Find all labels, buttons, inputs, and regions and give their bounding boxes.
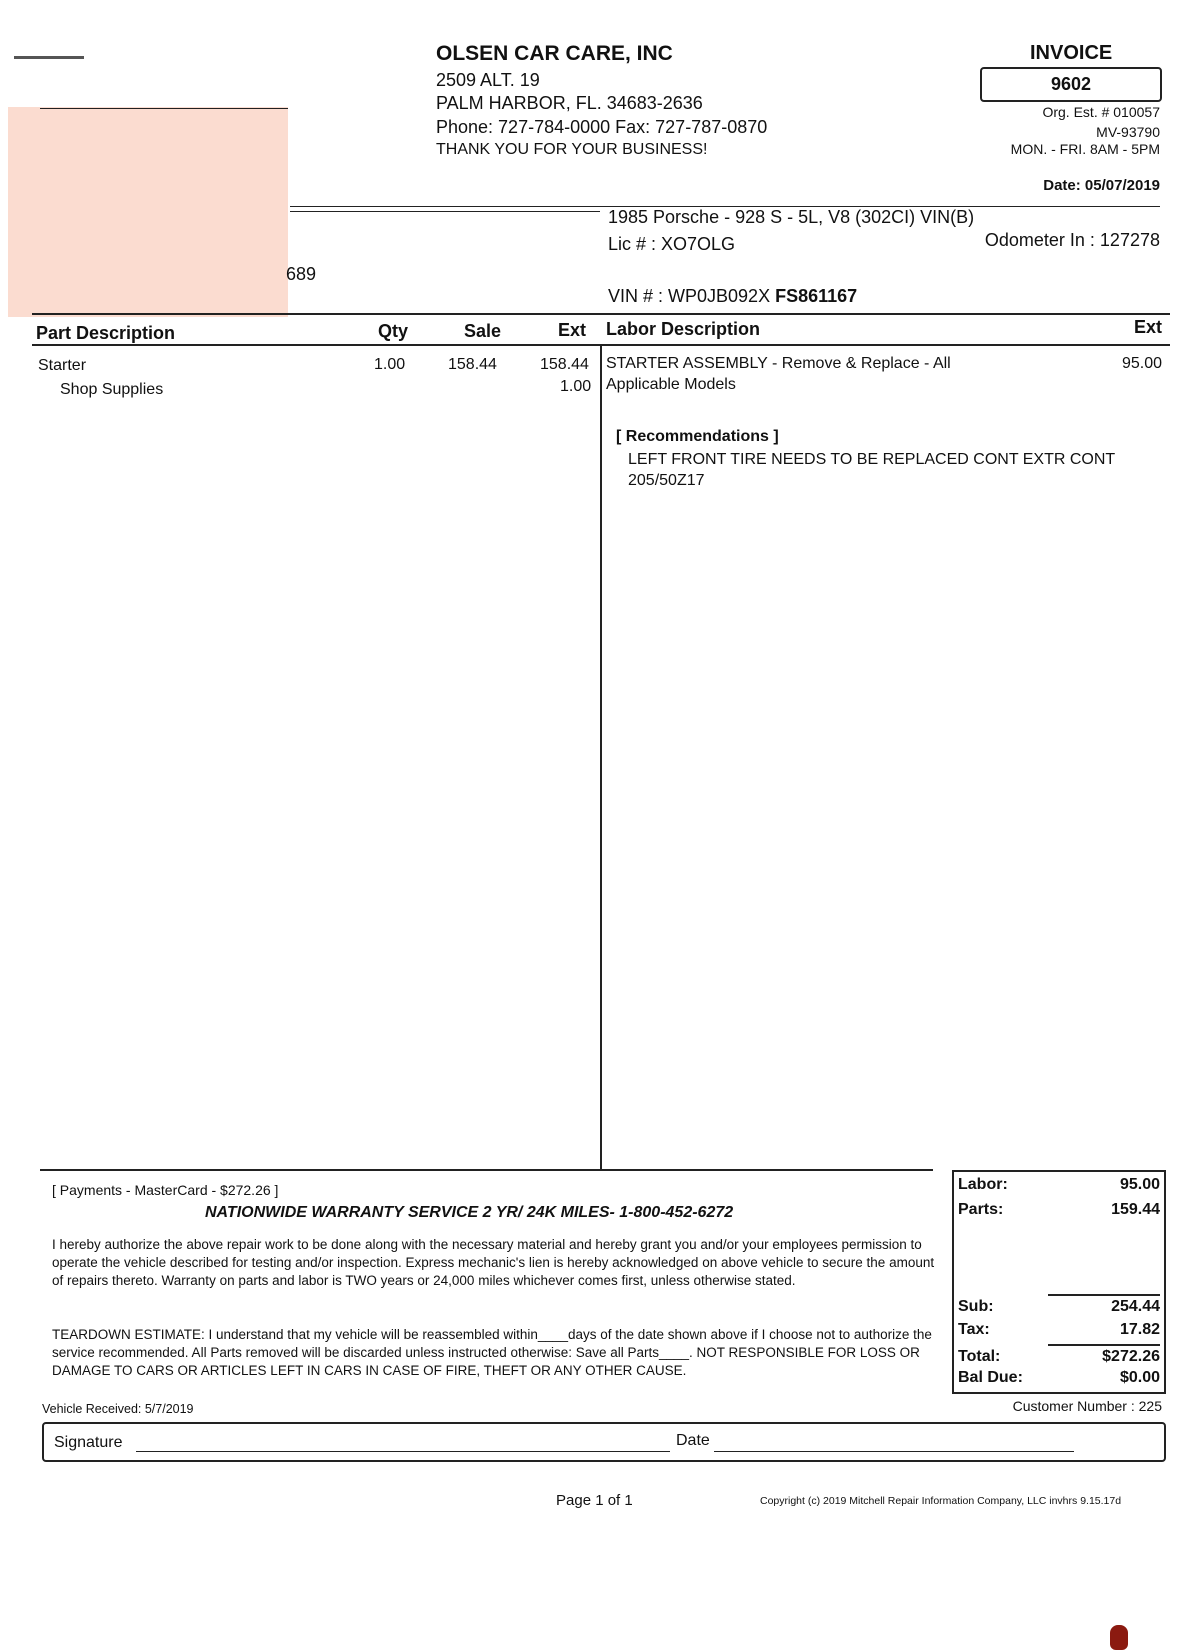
- vehicle-received: Vehicle Received: 5/7/2019: [42, 1402, 194, 1416]
- date-label: Date: [676, 1432, 710, 1449]
- invoice-title: INVOICE: [1030, 42, 1113, 64]
- labor-total: 95.00: [1119, 1176, 1160, 1193]
- shop-city: PALM HARBOR, FL. 34683-2636: [436, 93, 703, 113]
- vin-prefix: VIN # : WP0JB092X: [608, 286, 776, 306]
- part-sale: 158.44: [448, 356, 497, 373]
- authorization-text: I hereby authorize the above repair work to be done along with the necessary material and hereby grant you and/or your employees permission to operate the vehicle described for testing and/or inspection. Express mechanic's lien is hereby acknowledged on above vehicle to secure the amount of repairs thereto. Warranty on parts and labor is TWO years or 24,000 miles whichever comes first, unless otherwise stated.: [52, 1237, 935, 1288]
- signature-box: [42, 1422, 1166, 1462]
- shop-thanks: THANK YOU FOR YOUR BUSINESS!: [436, 141, 708, 158]
- qty-header: Qty: [378, 321, 409, 341]
- divider: [1048, 1294, 1160, 1296]
- divider: [32, 313, 1170, 315]
- labor-desc-line1: STARTER ASSEMBLY - Remove & Replace - All: [606, 355, 951, 372]
- teardown-text: TEARDOWN ESTIMATE: I understand that my vehicle will be reassembled within____days of the date shown above if I choose not to authorize the service recommended. All Parts removed will be discarded unless instructed otherwise: Save all Parts____. NOT RESPONSIBLE FOR LOSS OR DAMAGE TO CARS OR ARTICLES LEFT IN CARS IN CASE OF FIRE, THEFT OR ANY OTHER CAUSE.: [52, 1327, 932, 1378]
- part-ext: 1.00: [560, 378, 592, 395]
- divider: [1048, 1344, 1160, 1346]
- divider: [40, 108, 288, 109]
- parts-total-label: Parts:: [958, 1201, 1004, 1218]
- recommendations-text: LEFT FRONT TIRE NEEDS TO BE REPLACED CONT EXTR CONT 205/50Z17: [628, 451, 1115, 489]
- balance-due-label: Bal Due:: [958, 1369, 1023, 1386]
- subtotal-label: Sub:: [958, 1298, 994, 1315]
- license-plate: Lic # : XO7OLG: [608, 234, 736, 254]
- mv-number: MV-93790: [1096, 124, 1160, 140]
- date-line[interactable]: [714, 1451, 1074, 1452]
- org-est: Org. Est. # 010057: [1042, 104, 1160, 120]
- part-desc: Shop Supplies: [60, 381, 164, 398]
- vin: [608, 286, 857, 307]
- divider: [290, 211, 600, 212]
- shop-address: 2509 ALT. 19: [436, 70, 540, 90]
- customer-fragment: 689: [286, 264, 317, 284]
- parts-total: 159.44: [1111, 1201, 1160, 1218]
- total: $272.26: [1102, 1348, 1160, 1365]
- invoice-number: 9602: [980, 67, 1162, 102]
- divider: [40, 1169, 933, 1171]
- balance-due: $0.00: [1119, 1369, 1160, 1386]
- labor-ext: 95.00: [1121, 355, 1162, 372]
- column-divider: [600, 346, 602, 1169]
- business-hours: MON. - FRI. 8AM - 5PM: [1010, 141, 1160, 157]
- warranty: NATIONWIDE WARRANTY SERVICE 2 YR/ 24K MILES- 1-800-452-6272: [205, 1204, 734, 1221]
- copyright: Copyright (c) 2019 Mitchell Repair Information Company, LLC invhrs 9.15.17d: [760, 1495, 1122, 1507]
- stain-mark: [1110, 1625, 1128, 1650]
- vin-suffix: FS861167: [775, 286, 858, 306]
- labor-desc-line2: Applicable Models: [606, 376, 736, 393]
- signature-line[interactable]: [136, 1451, 670, 1452]
- part-qty: 1.00: [374, 356, 406, 373]
- part-ext-header: Ext: [558, 320, 587, 340]
- tax-label: Tax:: [958, 1321, 990, 1338]
- recommendations-title: [ Recommendations ]: [616, 428, 779, 445]
- page-number: Page 1 of 1: [556, 1492, 633, 1509]
- odometer: Odometer In : 127278: [984, 230, 1160, 250]
- part-desc: Starter: [38, 357, 87, 374]
- shop-name: OLSEN CAR CARE, INC: [436, 42, 673, 65]
- labor-desc-header: Labor Description: [606, 319, 761, 339]
- sale-header: Sale: [464, 321, 502, 341]
- tax: 17.82: [1119, 1321, 1160, 1338]
- customer-number: Customer Number : 225: [1012, 1398, 1162, 1414]
- payments: [ Payments - MasterCard - $272.26 ]: [52, 1182, 279, 1198]
- signature-label: Signature: [54, 1434, 123, 1451]
- vehicle-description: 1985 Porsche - 928 S - 5L, V8 (302CI) VIN(B): [608, 207, 975, 227]
- total-label: Total:: [958, 1348, 1001, 1365]
- decorative-dash: [14, 56, 84, 59]
- invoice-date: Date: 05/07/2019: [1043, 177, 1160, 194]
- labor-ext-header: Ext: [1133, 317, 1162, 337]
- part-ext: 158.44: [540, 356, 589, 373]
- subtotal: 254.44: [1111, 1298, 1160, 1315]
- part-desc-header: Part Description: [36, 323, 176, 343]
- redacted-customer-block: [8, 107, 288, 317]
- shop-phone: Phone: 727-784-0000 Fax: 727-787-0870: [436, 117, 768, 137]
- labor-total-label: Labor:: [958, 1176, 1008, 1193]
